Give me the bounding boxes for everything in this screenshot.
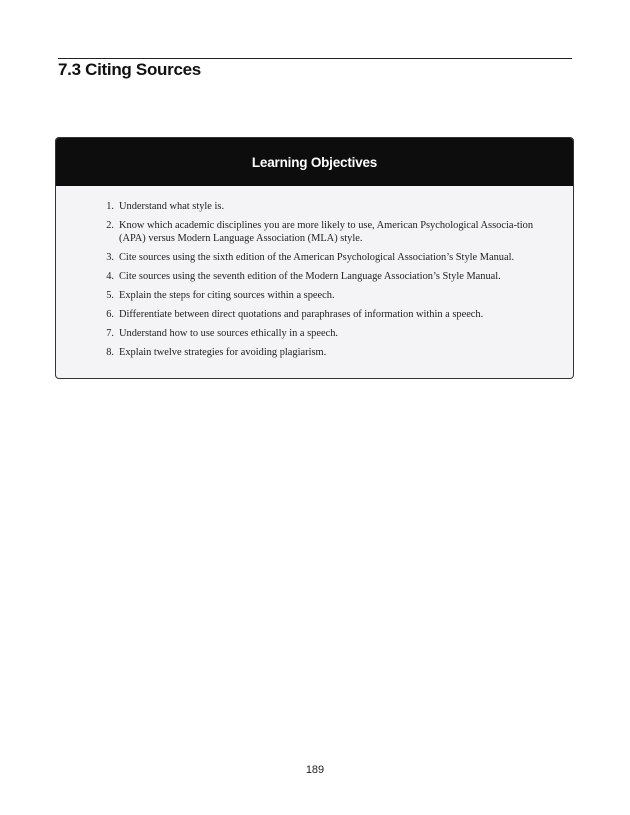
- objective-number: 3.: [106, 251, 114, 263]
- objective-text: Explain the steps for citing sources within a speech.: [119, 289, 335, 301]
- learning-objectives-box: [55, 137, 574, 379]
- objective-number: 4.: [106, 270, 114, 282]
- objective-item: [56, 220, 553, 245]
- objective-item: [56, 271, 553, 284]
- page-number: 189: [305, 764, 325, 776]
- objective-text: Explain twelve strategies for avoiding plagiarism.: [119, 346, 327, 358]
- objective-item: [56, 290, 553, 303]
- objective-item: [56, 309, 553, 322]
- objective-item: [56, 252, 553, 265]
- objective-text: Understand how to use sources ethically in a speech.: [119, 327, 339, 339]
- objective-text: Cite sources using the sixth edition of the American Psychological Association’s Style Manual.: [119, 251, 515, 263]
- header-rule: [58, 58, 572, 59]
- objective-number: 8.: [106, 346, 114, 358]
- section-title: 7.3 Citing Sources: [58, 60, 201, 79]
- learning-objectives-heading: Learning Objectives: [56, 138, 573, 186]
- objective-item: [56, 347, 553, 360]
- objective-number: 1.: [106, 201, 114, 212]
- objective-item: [56, 328, 553, 341]
- objective-number: 7.: [106, 327, 114, 339]
- objective-text: Know which academic disciplines you are more likely to use, American Psychological Associa-tion (APA) versus Modern Language Association (MLA) style.: [119, 220, 534, 244]
- objective-number: 6.: [106, 308, 114, 320]
- objective-text: Understand what style is.: [119, 201, 225, 212]
- objective-text: Cite sources using the seventh edition of the Modern Language Association’s Style Manual.: [119, 270, 501, 282]
- objective-item: [56, 201, 553, 214]
- objective-number: 5.: [106, 289, 114, 301]
- objective-text: Differentiate between direct quotations and paraphrases of information within a speech.: [119, 308, 484, 320]
- objective-number: 2.: [106, 220, 114, 231]
- learning-objectives-list: [56, 186, 573, 359]
